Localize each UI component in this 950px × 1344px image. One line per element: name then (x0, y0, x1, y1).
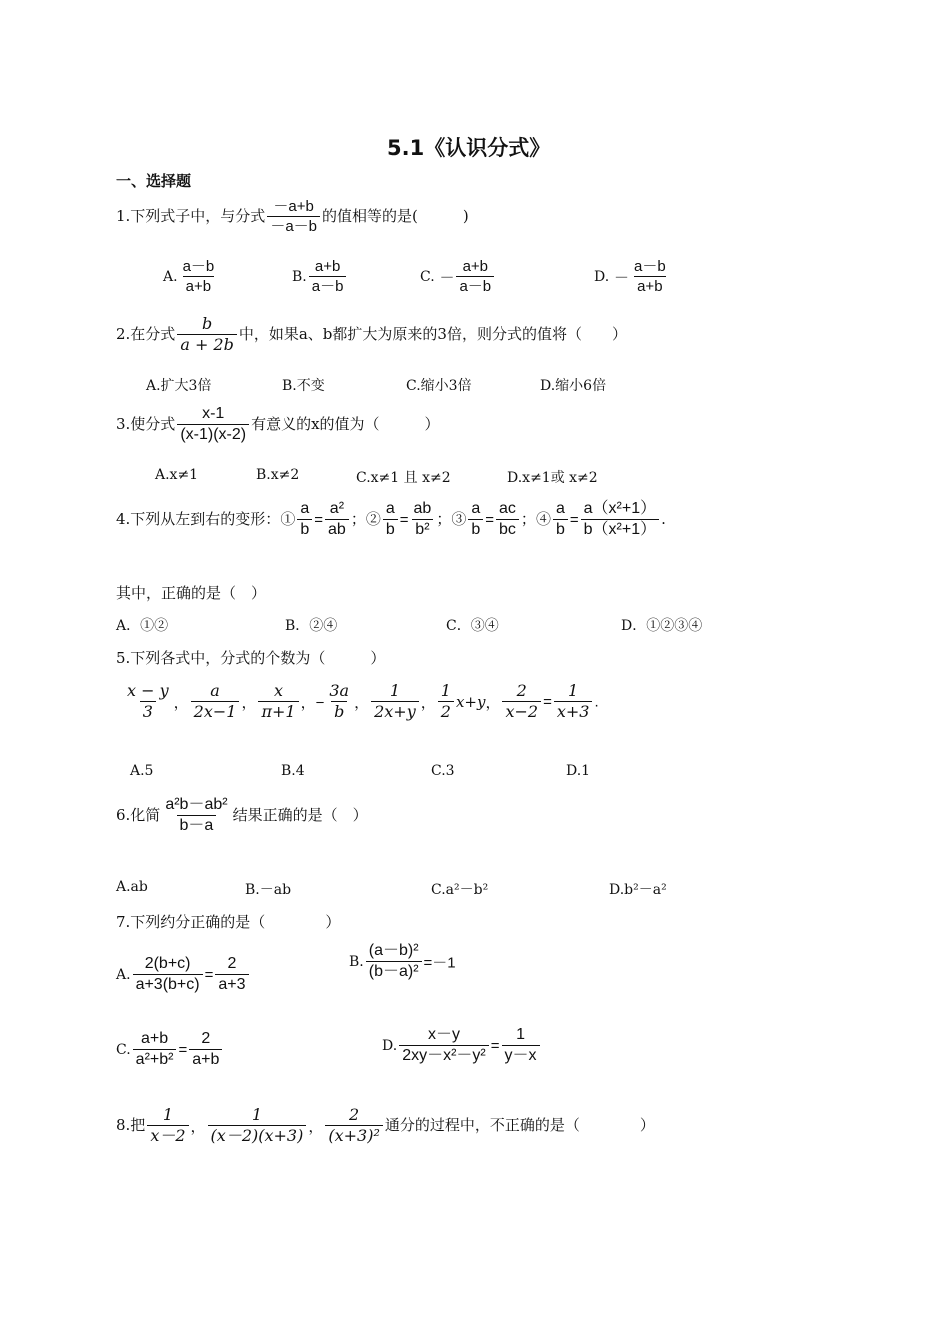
fraction-numerator: a－b (182, 258, 215, 275)
fraction-denominator: a－b (309, 276, 347, 295)
fraction-denominator: b（x²+1） (581, 519, 659, 539)
separator: ； (350, 509, 366, 528)
question-1-stem-a: 1.下列式子中，与分式 (116, 206, 266, 225)
item-mark: ① (280, 509, 296, 528)
fraction-numerator: a－b (633, 258, 666, 275)
expression-8: $\frac{1}{x+3}$ (554, 682, 593, 722)
left-fraction (383, 500, 398, 540)
q4-option-c[interactable]: C．③④ (446, 618, 499, 634)
question-6-stem-b: 结果正确的是（ ） (232, 805, 368, 824)
fraction-numerator: 2 (201, 1030, 211, 1047)
q4-option-b[interactable]: B．②④ (285, 618, 338, 634)
option-fraction (631, 258, 669, 296)
fraction-numerator: b (201, 314, 213, 333)
question-1-stem-b: 的值相等的是( ) (322, 206, 469, 225)
expression-6: $\frac{1}{2}$ (438, 682, 454, 722)
fraction-denominator: b (553, 519, 568, 539)
fraction-numerator: a+b (141, 1030, 169, 1047)
q3-option-c[interactable]: C.x≠1 且 x≠2 (356, 470, 451, 486)
fraction-denominator: (x-1)(x-2) (177, 424, 249, 444)
q1-option-a[interactable] (163, 258, 219, 296)
fraction-denominator: a+b (634, 276, 665, 295)
right-hand-side: =－1 (423, 954, 456, 972)
right-fraction (496, 500, 519, 540)
right-fraction (215, 955, 248, 995)
left-fraction (468, 500, 483, 540)
q2-option-c[interactable]: C.缩小3倍 (406, 378, 472, 394)
fraction-denominator: (b－a)² (366, 961, 422, 981)
fraction-numerator: 1 (251, 1105, 263, 1124)
fraction-denominator: a+b (189, 1049, 222, 1069)
separator: . (661, 509, 666, 528)
question-8-stem-b: 通分的过程中，不正确的是（ ） (384, 1115, 655, 1134)
option-label: C. (116, 1041, 131, 1058)
question-3-stem-a: 3.使分式 (116, 414, 176, 433)
item-mark: ② (365, 509, 381, 528)
question-3-fraction (177, 405, 249, 445)
right-fraction (581, 500, 659, 540)
q7-option-d[interactable]: D. $\frac{x-y}{\text{2xy－x²－y²}}$ = $\frac{1}{y-x}$ (382, 1026, 542, 1066)
left-fraction (366, 942, 422, 982)
fraction-numerator: a²b－ab² (165, 796, 228, 813)
separator: ； (520, 509, 536, 528)
fraction-denominator: a+3(b+c) (133, 974, 203, 994)
question-4-question: 其中，正确的是（ ） (116, 584, 267, 602)
question-2-stem-a: 2.在分式 (116, 324, 176, 343)
question-3-stem-b: 有意义的x的值为（ ） (251, 414, 440, 433)
q3-option-d[interactable]: D.x≠1或 x≠2 (507, 470, 598, 486)
option-fraction (180, 258, 218, 296)
left-fraction (133, 1030, 177, 1070)
question-8-stem-a: 8.把 (116, 1115, 146, 1134)
expression-2: $\frac{a}{2x-1}$ (191, 682, 240, 722)
question-7-stem: 7.下列约分正确的是（ ） (116, 913, 341, 931)
fraction-numerator: a+b (314, 258, 341, 275)
fraction-numerator: a² (329, 500, 345, 517)
transform-3: ③ $\frac{a}{b}$ = $\frac{ac}{bc}$ ； (451, 500, 536, 539)
q6-option-b[interactable]: B.－ab (245, 882, 292, 898)
expression-7: $\frac{2}{x-2}$ (502, 682, 541, 722)
q1-option-d[interactable] (594, 258, 671, 296)
question-3 (116, 405, 440, 445)
left-fraction (297, 500, 312, 540)
fraction-denominator: 2xy－x²－y² (399, 1045, 489, 1065)
fraction-denominator: y－x (502, 1045, 540, 1065)
page-title: 5.1《认识分式》 (387, 136, 551, 160)
fraction-numerator: 1 (162, 1105, 174, 1124)
q2-option-a[interactable]: A.扩大3倍 (146, 378, 212, 394)
left-fraction (133, 955, 203, 995)
question-2-stem-b: 中，如果a、b都扩大为原来的3倍，则分式的值将（ ） (238, 324, 627, 343)
option-label: A. (163, 268, 178, 285)
fraction-numerator: 2 (227, 955, 237, 972)
section-heading: 一、选择题 (116, 172, 192, 190)
q1-option-c[interactable] (420, 258, 496, 296)
expression-1: $\frac{x - y}{3}$ (127, 681, 169, 722)
expression-4: $\frac{3a}{b}$ (329, 681, 350, 722)
q6-option-c[interactable]: C.a²－b² (431, 882, 489, 898)
left-fraction (553, 500, 568, 540)
q1-option-b[interactable] (292, 258, 348, 296)
fraction-denominator: b² (412, 519, 432, 539)
fraction-numerator: －a+b (273, 198, 314, 215)
right-fraction (411, 500, 435, 540)
q2-option-b[interactable]: B.不变 (282, 378, 325, 394)
fraction-2 (208, 1106, 307, 1146)
fraction-3 (325, 1106, 383, 1146)
option-label: B. (349, 953, 364, 970)
q4-option-d[interactable]: D．①②③④ (621, 618, 703, 634)
item-mark: ④ (535, 509, 551, 528)
q5-option-b[interactable]: B.4 (281, 763, 305, 779)
q7-option-c[interactable]: C. $\frac{a+b}{\text{a²+b²}}$ = $\frac{2}{a+b}$ (116, 1030, 224, 1070)
item-mark: ③ (451, 509, 467, 528)
question-2 (116, 315, 627, 355)
option-fraction (456, 258, 494, 296)
question-8: 8.把 $\frac{1}{x-2}$ ， $\frac{1}{(x-2)(x+3)}$ ， $\frac{2}{\text{(x+3)²}}$ 通分的过程中，不正确的是（ ） (116, 1105, 655, 1146)
fraction-denominator: b (468, 519, 483, 539)
question-6-stem-a: 6.化简 (116, 805, 161, 824)
question-4 (116, 500, 666, 540)
q3-option-b[interactable]: B.x≠2 (256, 467, 300, 483)
fraction-numerator: (a－b)² (368, 942, 419, 959)
right-fraction (325, 500, 349, 540)
option-label: D. (382, 1037, 398, 1054)
fraction-numerator: a (555, 500, 565, 517)
question-4-stem: 4.下列从左到右的变形： (116, 509, 281, 528)
fraction-denominator: (x+3)² (325, 1125, 383, 1145)
fraction-numerator: a（x²+1） (583, 500, 657, 517)
fraction-numerator: ac (499, 500, 516, 517)
fraction-denominator: b－a (177, 815, 217, 835)
fraction-denominator: a－b (456, 276, 494, 295)
fraction-denominator: b (383, 519, 398, 539)
option-label: C. (420, 268, 435, 285)
option-label: D. (594, 268, 610, 285)
fraction-numerator: 1 (516, 1026, 525, 1043)
right-fraction (502, 1026, 540, 1066)
question-5-stem: 5.下列各式中，分式的个数为（ ） (116, 649, 386, 667)
question-2-fraction (177, 315, 237, 355)
transform-4: ④ $\frac{a}{b}$ = $\frac{\text{a（x²+1）}}{\text{b（x²+1）}}$ . (535, 500, 666, 539)
fraction-1 (147, 1106, 188, 1146)
fraction-numerator: a+b (462, 258, 489, 275)
separator: ； (436, 509, 452, 528)
fraction-denominator: a + 2b (177, 334, 237, 354)
fraction-denominator: a+3 (215, 974, 248, 994)
expression-5: $\frac{1}{2x+y}$ (371, 682, 419, 722)
option-sign: － (439, 269, 455, 287)
fraction-numerator: a (471, 500, 481, 517)
fraction-numerator: ab (413, 500, 432, 517)
fraction-numerator: a (300, 500, 310, 517)
fraction-numerator: x-1 (202, 405, 225, 422)
fraction-denominator: (x－2)(x+3) (208, 1125, 307, 1145)
q3-option-a[interactable]: A.x≠1 (155, 467, 199, 483)
option-fraction (309, 258, 347, 296)
fraction-denominator: b (297, 519, 312, 539)
transform-2: ② $\frac{a}{b}$ = $\frac{ab}{\text{b²}}$ ； (365, 500, 452, 539)
question-6-fraction (162, 796, 230, 836)
fraction-denominator: －a－b (267, 216, 320, 235)
question-5-expressions: $\frac{x - y}{3}$ ， $\frac{a}{2x-1}$ ， $\frac{x}{\pi+1}$ ，− $\frac{3a}{b}$ ， $\frac{1}{2x+y}$ ， $\frac{1}{2}$ x+y， $\frac{2}{x-2}$ = $\frac{1}{x+3}$ . (122, 682, 599, 722)
fraction-numerator: x－y (427, 1026, 460, 1043)
fraction-denominator: ab (325, 519, 349, 539)
q2-option-d[interactable]: D.缩小6倍 (540, 378, 607, 394)
q5-option-d[interactable]: D.1 (566, 763, 591, 779)
q5-option-c[interactable]: C.3 (431, 763, 455, 779)
q7-option-a[interactable]: A. $\frac{2(b+c)}{a+3(b+c)}$ = $\frac{2}{a+3}$ (116, 955, 251, 995)
q4-option-a[interactable]: A．①② (116, 618, 169, 634)
q6-option-a[interactable]: A.ab (116, 879, 148, 895)
fraction-numerator: 2(b+c) (144, 955, 191, 972)
fraction-denominator: bc (496, 519, 519, 539)
expression-3: $\frac{x}{\pi+1}$ (258, 682, 298, 722)
option-sign: － (613, 269, 629, 287)
q5-option-a[interactable]: A.5 (130, 763, 154, 779)
question-1 (116, 198, 469, 236)
fraction-denominator: a²+b² (133, 1049, 177, 1069)
fraction-denominator: x－2 (147, 1125, 188, 1145)
q7-option-b[interactable] (349, 942, 456, 982)
right-fraction (189, 1030, 222, 1070)
option-label: B. (292, 268, 307, 285)
option-label: A. (116, 966, 131, 983)
question-6 (116, 796, 368, 836)
fraction-numerator: 2 (349, 1105, 360, 1124)
fraction-denominator: a+b (183, 276, 214, 295)
fraction-numerator: a (385, 500, 395, 517)
q6-option-d[interactable]: D.b²－a² (609, 882, 667, 898)
left-fraction (399, 1026, 489, 1066)
question-1-fraction (267, 198, 320, 236)
transform-1: ① $\frac{a}{b}$ = $\frac{\text{a²}}{ab}$ ； (280, 500, 366, 539)
